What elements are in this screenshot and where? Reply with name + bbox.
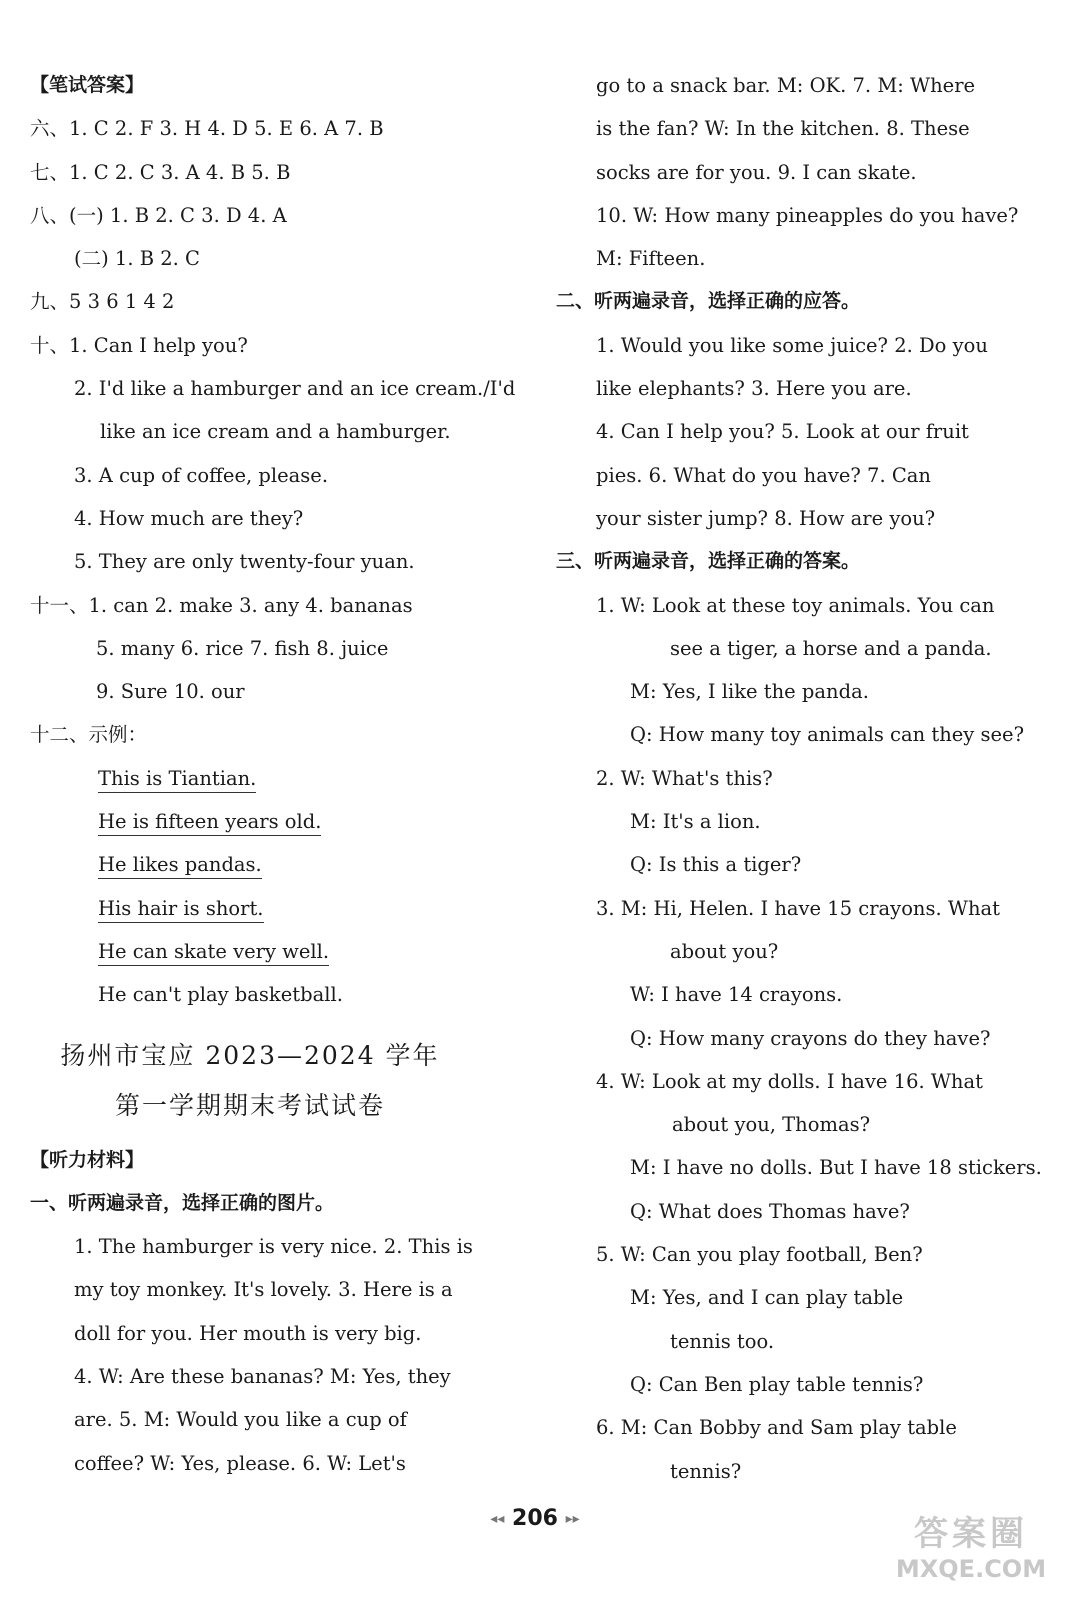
prev-arrows-icon: ◂◂	[490, 1511, 505, 1527]
watermark-logo	[886, 1506, 1056, 1590]
listening-cont-3: socks are for you. 9. I can skate.	[596, 160, 917, 184]
listening-1-line-b: my toy monkey. It's lovely. 3. Here is a	[74, 1278, 453, 1302]
listening-1-line-d: 4. W: Are these bananas? M: Yes, they	[74, 1365, 451, 1389]
answer-row-11c: 9. Sure 10. our	[96, 680, 245, 704]
q3-line-d: Q: How many crayons do they have?	[630, 1026, 991, 1050]
listening-cont-4: 10. W: How many pineapples do you have?	[596, 203, 1019, 227]
q4-line-a: 4. W: Look at my dolls. I have 16. What	[596, 1069, 983, 1093]
answer-row-8a: 八、(一) 1. B 2. C 3. D 4. A	[30, 203, 287, 227]
example-sentence-5: He can skate very well.	[98, 939, 329, 966]
q5-line-a: 5. W: Can you play football, Ben?	[596, 1243, 923, 1267]
q5-line-c: tennis too.	[670, 1329, 775, 1353]
listening-1-line-c: doll for you. Her mouth is very big.	[74, 1321, 422, 1345]
answer-row-11a: 十一、1. can 2. make 3. any 4. bananas	[30, 593, 413, 617]
response-line-5: your sister jump? 8. How are you?	[596, 506, 936, 530]
q2-line-c: Q: Is this a tiger?	[630, 853, 802, 877]
left-column	[30, 64, 520, 1485]
q1-line-d: Q: How many toy animals can they see?	[630, 723, 1025, 747]
q3-line-a: 3. M: Hi, Helen. I have 15 crayons. What	[596, 896, 1000, 920]
listening-1-line-e: are. 5. M: Would you like a cup of	[74, 1408, 407, 1432]
listening-1-line-f: coffee? W: Yes, please. 6. W: Let's	[74, 1451, 406, 1475]
answer-row-7: 七、1. C 2. C 3. A 4. B 5. B	[30, 160, 291, 184]
q4-line-d: Q: What does Thomas have?	[630, 1199, 910, 1223]
example-sentence-3: He likes pandas.	[98, 852, 262, 879]
answer-row-10-2a: 2. I'd like a hamburger and an ice cream./I'd	[74, 377, 516, 401]
q5-line-d: Q: Can Ben play table tennis?	[630, 1372, 924, 1396]
q6-line-b: tennis?	[670, 1459, 742, 1483]
answer-row-8b: (二) 1. B 2. C	[74, 247, 200, 271]
example-sentence-2: He is fifteen years old.	[98, 809, 321, 836]
response-line-4: pies. 6. What do you have? 7. Can	[596, 463, 931, 487]
section-3-header: 三、听两遍录音，选择正确的答案。	[556, 550, 861, 573]
q2-line-a: 2. W: What's this?	[596, 766, 773, 790]
answer-row-6: 六、1. C 2. F 3. H 4. D 5. E 6. A 7. B	[30, 117, 384, 141]
q1-line-a: 1. W: Look at these toy animals. You can	[596, 593, 995, 617]
q1-line-c: M: Yes, I like the panda.	[630, 680, 869, 704]
q5-line-b: M: Yes, and I can play table	[630, 1286, 904, 1310]
q2-line-b: M: It's a lion.	[630, 810, 761, 834]
response-line-1: 1. Would you like some juice? 2. Do you	[596, 333, 988, 357]
listening-material-header: 【听力材料】	[30, 1148, 145, 1171]
q4-line-b: about you, Thomas?	[672, 1113, 871, 1137]
example-sentence-1: This is Tiantian.	[98, 766, 256, 793]
answer-row-10-2b: like an ice cream and a hamburger.	[100, 420, 451, 444]
right-column	[556, 64, 1042, 1493]
exam-title-line-1: 扬州市宝应 2023—2024 学年	[60, 1040, 440, 1070]
page-number: 206	[512, 1506, 558, 1531]
written-answers-header: 【笔试答案】	[30, 74, 145, 96]
q4-line-c: M: I have no dolls. But I have 18 stickers.	[630, 1156, 1042, 1180]
response-line-3: 4. Can I help you? 5. Look at our fruit	[596, 420, 969, 444]
listening-cont-1: go to a snack bar. M: OK. 7. M: Where	[596, 74, 976, 97]
answer-row-10-1: 十、1. Can I help you?	[30, 333, 248, 357]
example-sentence-4: His hair is short.	[98, 896, 264, 923]
example-sentence-6: He can't play basketball.	[98, 983, 343, 1007]
answer-row-10-4: 4. How much are they?	[74, 506, 304, 530]
listening-1-line-a: 1. The hamburger is very nice. 2. This is	[74, 1235, 473, 1259]
section-2-header: 二、听两遍录音，选择正确的应答。	[556, 290, 861, 313]
q6-line-a: 6. M: Can Bobby and Sam play table	[596, 1416, 957, 1440]
listening-cont-5: M: Fifteen.	[596, 247, 706, 271]
q1-line-b: see a tiger, a horse and a panda.	[670, 636, 992, 660]
answer-row-11b: 5. many 6. rice 7. fish 8. juice	[96, 636, 389, 660]
q3-line-b: about you?	[670, 939, 779, 963]
listening-cont-2: is the fan? W: In the kitchen. 8. These	[596, 117, 970, 141]
response-line-2: like elephants? 3. Here you are.	[596, 377, 912, 401]
answer-row-9: 九、5 3 6 1 4 2	[30, 290, 175, 314]
next-arrows-icon: ▸▸	[565, 1511, 580, 1527]
answer-row-10-5: 5. They are only twenty-four yuan.	[74, 550, 415, 574]
q3-line-c: W: I have 14 crayons.	[630, 983, 843, 1007]
watermark-top-text: 答案圈	[914, 1514, 1028, 1554]
watermark-bottom-text: MXQE.COM	[895, 1555, 1047, 1583]
answer-row-12: 十二、示例：	[30, 723, 148, 747]
section-1-header: 一、听两遍录音，选择正确的图片。	[30, 1191, 335, 1214]
exam-title-line-2: 第一学期期末考试试卷	[114, 1090, 385, 1120]
answer-row-10-3: 3. A cup of coffee, please.	[74, 463, 329, 487]
